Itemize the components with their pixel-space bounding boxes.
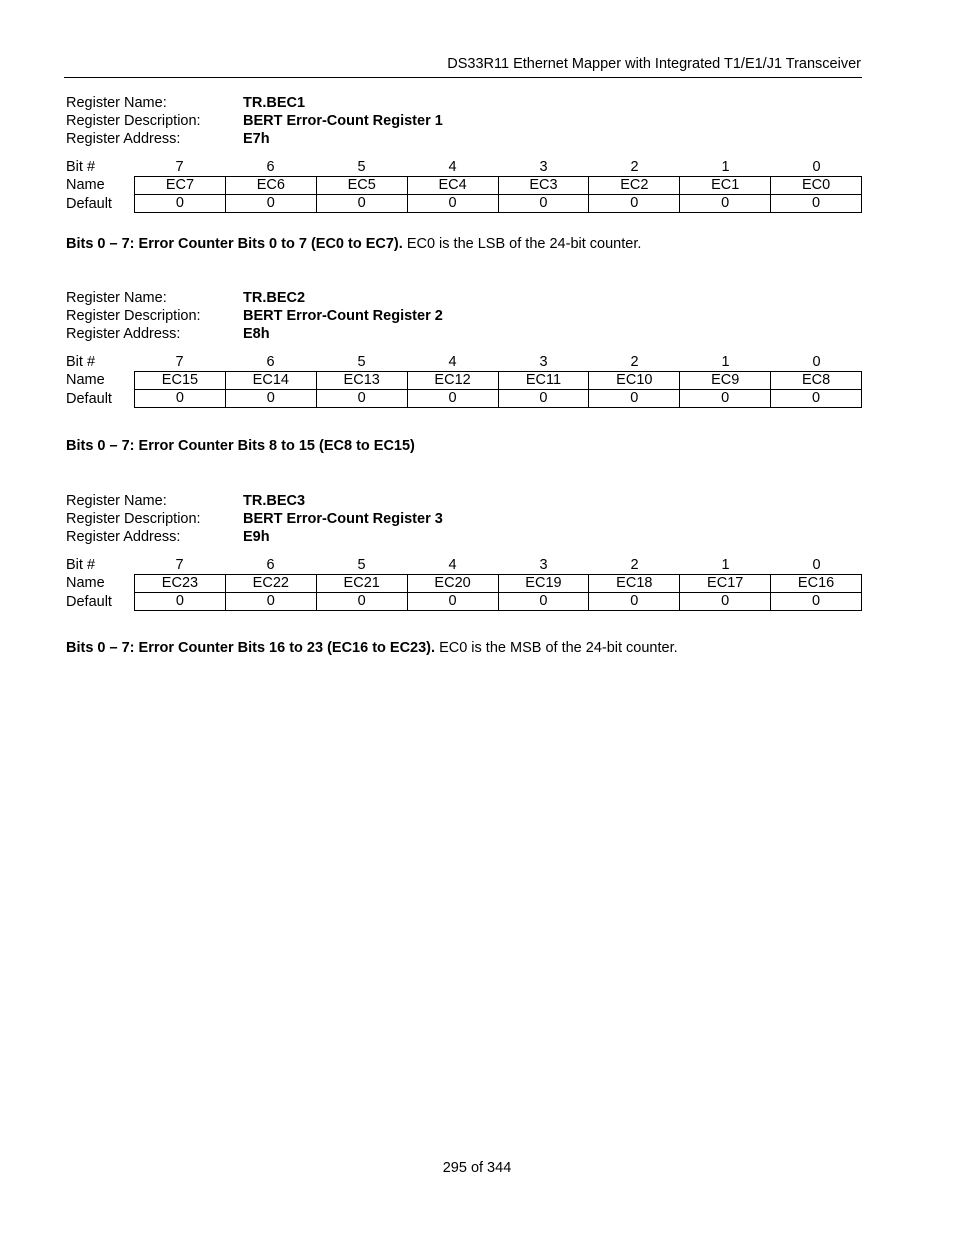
default-value-cell: 0 — [407, 390, 498, 408]
field-name-cell: EC11 — [498, 372, 589, 390]
default-value-cell: 0 — [407, 593, 498, 611]
default-value-cell: 0 — [225, 195, 316, 213]
bit-number: 0 — [812, 557, 821, 573]
bit-number-row — [66, 158, 862, 176]
field-name-cell: EC13 — [316, 372, 407, 390]
register-field-table — [134, 176, 862, 213]
register-field-table — [134, 371, 862, 408]
bit-table — [66, 353, 862, 411]
field-name-row — [135, 372, 862, 390]
register-name-value: TR.BEC3 — [243, 493, 306, 509]
bit-number: 2 — [630, 557, 639, 573]
bit-number: 5 — [357, 557, 366, 573]
field-name-cell: EC9 — [680, 372, 771, 390]
bit-number: 2 — [630, 354, 639, 370]
default-value-cell: 0 — [680, 390, 771, 408]
bit-description — [66, 236, 641, 252]
default-row-label: Default — [66, 196, 112, 212]
bit-number: 3 — [539, 557, 548, 573]
field-name-cell: EC10 — [589, 372, 680, 390]
field-name-cell: EC5 — [316, 177, 407, 195]
bit-number: 6 — [266, 354, 275, 370]
default-value-cell: 0 — [680, 195, 771, 213]
bit-number-row — [66, 556, 862, 574]
field-name-cell: EC21 — [316, 575, 407, 593]
field-name-cell: EC2 — [589, 177, 680, 195]
field-name-cell: EC20 — [407, 575, 498, 593]
register-block-bec2 — [66, 289, 862, 411]
field-name-cell: EC19 — [498, 575, 589, 593]
field-name-cell: EC17 — [680, 575, 771, 593]
register-address-label: Register Address: — [66, 326, 181, 342]
bit-number: 7 — [175, 354, 184, 370]
bit-label: Bit # — [66, 159, 96, 175]
default-value-cell: 0 — [589, 593, 680, 611]
register-description-label: Register Description: — [66, 113, 201, 129]
bit-number: 4 — [448, 159, 457, 175]
bit-number: 3 — [539, 354, 548, 370]
field-name-cell: EC22 — [225, 575, 316, 593]
register-info — [66, 492, 862, 548]
field-name-cell: EC16 — [771, 575, 862, 593]
header-title: DS33R11 Ethernet Mapper with Integrated T1/E1/J1 Transceiver — [447, 56, 861, 72]
default-value-cell: 0 — [407, 195, 498, 213]
bit-description-heading: Bits 0 – 7: Error Counter Bits 0 to 7 (EC0 to EC7). — [66, 236, 403, 252]
bit-number: 0 — [812, 354, 821, 370]
bit-table — [66, 556, 862, 614]
default-value-cell: 0 — [316, 593, 407, 611]
field-name-row — [135, 177, 862, 195]
page-number: 295 of 344 — [442, 1160, 512, 1176]
bit-description-heading: Bits 0 – 7: Error Counter Bits 8 to 15 (EC8 to EC15) — [66, 438, 415, 454]
default-value-cell: 0 — [498, 390, 589, 408]
default-row-label: Default — [66, 391, 112, 407]
bit-number: 1 — [721, 354, 730, 370]
register-name-label: Register Name: — [66, 290, 167, 306]
default-value-cell: 0 — [589, 390, 680, 408]
bit-label: Bit # — [66, 557, 96, 573]
default-row-label: Default — [66, 594, 112, 610]
register-address-value: E9h — [243, 529, 270, 545]
field-name-cell: EC4 — [407, 177, 498, 195]
bit-table — [66, 158, 862, 216]
register-info — [66, 289, 862, 345]
bit-label: Bit # — [66, 354, 96, 370]
default-value-cell: 0 — [135, 593, 226, 611]
page-header — [64, 55, 862, 78]
bit-number: 5 — [357, 159, 366, 175]
register-description-label: Register Description: — [66, 308, 201, 324]
default-value-cell: 0 — [498, 195, 589, 213]
register-description-value: BERT Error-Count Register 2 — [243, 308, 443, 324]
field-name-cell: EC14 — [225, 372, 316, 390]
default-value-cell: 0 — [498, 593, 589, 611]
field-name-cell: EC1 — [680, 177, 771, 195]
field-name-cell: EC15 — [135, 372, 226, 390]
default-value-cell: 0 — [225, 593, 316, 611]
register-name-label: Register Name: — [66, 95, 167, 111]
bit-number-row — [66, 353, 862, 371]
register-name-label: Register Name: — [66, 493, 167, 509]
bit-number: 3 — [539, 159, 548, 175]
register-description-value: BERT Error-Count Register 3 — [243, 511, 443, 527]
bit-number: 4 — [448, 557, 457, 573]
bit-number: 7 — [175, 557, 184, 573]
register-name-value: TR.BEC2 — [243, 290, 306, 306]
default-value-cell: 0 — [316, 195, 407, 213]
bit-description — [66, 640, 678, 656]
default-value-cell: 0 — [589, 195, 680, 213]
default-value-cell: 0 — [771, 390, 862, 408]
bit-number: 4 — [448, 354, 457, 370]
bit-description-heading: Bits 0 – 7: Error Counter Bits 16 to 23 (EC16 to EC23). — [66, 640, 436, 656]
default-value-row — [135, 390, 862, 408]
register-block-bec1 — [66, 94, 862, 216]
bit-number: 6 — [266, 159, 275, 175]
field-name-cell: EC12 — [407, 372, 498, 390]
register-address-value: E8h — [243, 326, 270, 342]
field-name-cell: EC8 — [771, 372, 862, 390]
field-name-cell: EC7 — [135, 177, 226, 195]
default-value-cell: 0 — [771, 593, 862, 611]
name-row-label: Name — [66, 575, 105, 591]
register-field-table — [134, 574, 862, 611]
bit-number: 7 — [175, 159, 184, 175]
bit-description-text: EC0 is the LSB of the 24-bit counter. — [402, 236, 642, 252]
default-value-row — [135, 195, 862, 213]
field-name-cell: EC6 — [225, 177, 316, 195]
default-value-cell: 0 — [225, 390, 316, 408]
bit-description — [66, 438, 415, 454]
default-value-cell: 0 — [135, 390, 226, 408]
register-description-label: Register Description: — [66, 511, 201, 527]
bit-number: 2 — [630, 159, 639, 175]
register-name-value: TR.BEC1 — [243, 95, 306, 111]
bit-description-text: EC0 is the MSB of the 24-bit counter. — [435, 640, 678, 656]
register-address-value: E7h — [243, 131, 270, 147]
field-name-cell: EC0 — [771, 177, 862, 195]
field-name-row — [135, 575, 862, 593]
bit-number: 5 — [357, 354, 366, 370]
register-description-value: BERT Error-Count Register 1 — [243, 113, 443, 129]
bit-number: 0 — [812, 159, 821, 175]
field-name-cell: EC3 — [498, 177, 589, 195]
default-value-row — [135, 593, 862, 611]
field-name-cell: EC18 — [589, 575, 680, 593]
default-value-cell: 0 — [680, 593, 771, 611]
default-value-cell: 0 — [316, 390, 407, 408]
bit-number: 6 — [266, 557, 275, 573]
register-address-label: Register Address: — [66, 529, 181, 545]
default-value-cell: 0 — [771, 195, 862, 213]
field-name-cell: EC23 — [135, 575, 226, 593]
default-value-cell: 0 — [135, 195, 226, 213]
bit-number: 1 — [721, 557, 730, 573]
register-info — [66, 94, 862, 150]
name-row-label: Name — [66, 177, 105, 193]
register-address-label: Register Address: — [66, 131, 181, 147]
bit-number: 1 — [721, 159, 730, 175]
name-row-label: Name — [66, 372, 105, 388]
register-block-bec3 — [66, 492, 862, 614]
